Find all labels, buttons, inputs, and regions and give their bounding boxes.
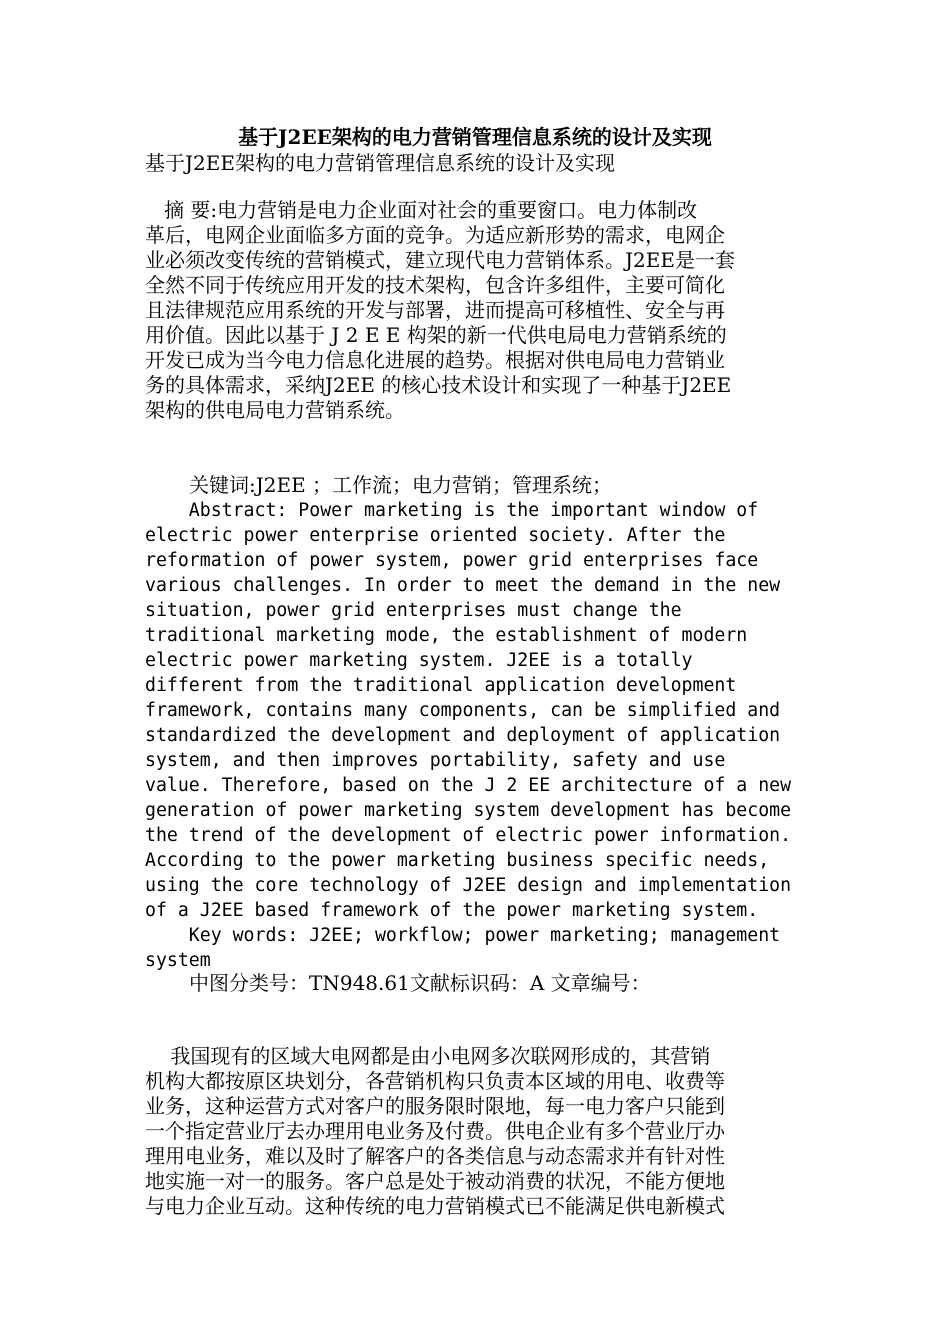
document-subtitle: 基于J2EE架构的电力营销管理信息系统的设计及实现 xyxy=(145,151,615,175)
abstract-en-line: system, and then improves portability, safety and use xyxy=(145,750,726,771)
body-line: 一个指定营业厅去办理用电业务及付费。供电企业有多个营业厅办 xyxy=(145,1119,725,1143)
abstract-en-line: According to the power marketing business specific needs, xyxy=(145,850,770,871)
abstract-cn-line: 革后，电网企业面临多方面的竞争。为适应新形势的需求，电网企 xyxy=(145,223,725,247)
abstract-en-line: generation of power marketing system development has become xyxy=(145,800,792,821)
abstract-en-line: situation, power grid enterprises must change the xyxy=(145,600,682,621)
keywords-cn: 关键词:J2EE ；工作流；电力营销；管理系统； xyxy=(189,473,613,497)
body-text xyxy=(145,1044,805,1219)
abstract-cn-line: 开发已成为当今电力信息化进展的趋势。根据对供电局电力营销业 xyxy=(145,348,725,372)
abstract-cn-line: 务的具体需求，采纳J2EE 的核心技术设计和实现了一种基于J2EE xyxy=(145,373,732,397)
abstract-en-line: value. Therefore, based on the J 2 EE architecture of a new xyxy=(145,775,792,796)
abstract-en-line: Abstract: Power marketing is the important window of xyxy=(145,500,759,521)
abstract-en xyxy=(145,498,810,973)
abstract-en-line: using the core technology of J2EE design and implementation xyxy=(145,875,792,896)
keywords-en-line: Key words: J2EE; workflow; power marketing; management xyxy=(145,925,781,946)
body-line: 与电力企业互动。这种传统的电力营销模式已不能满足供电新模式 xyxy=(145,1194,725,1218)
abstract-cn-line: 且法律规范应用系统的开发与部署，进而提高可移植性、安全与再 xyxy=(145,298,725,322)
abstract-cn xyxy=(145,198,805,423)
body-line: 我国现有的区域大电网都是由小电网多次联网形成的，其营销 xyxy=(145,1044,711,1068)
abstract-cn-line: 用价值。因此以基于 J 2 E E 构架的新一代供电局电力营销系统的 xyxy=(145,323,727,347)
abstract-cn-line: 全然不同于传统应用开发的技术架构，包含许多组件，主要可简化 xyxy=(145,273,725,297)
body-line: 地实施一对一的服务。客户总是处于被动消费的状况，不能方便地 xyxy=(145,1169,725,1193)
abstract-en-line: electric power enterprise oriented society. After the xyxy=(145,525,726,546)
abstract-en-line: the trend of the development of electric power information. xyxy=(145,825,792,846)
abstract-en-line: framework, contains many components, can be simplified and xyxy=(145,700,781,721)
body-line: 机构大都按原区块划分，各营销机构只负责本区域的用电、收费等 xyxy=(145,1069,725,1093)
keywords-en-line: system xyxy=(145,950,211,971)
body-line: 业务，这种运营方式对客户的服务限时限地，每一电力客户只能到 xyxy=(145,1094,725,1118)
body-line: 理用电业务，难以及时了解客户的各类信息与动态需求并有针对性 xyxy=(145,1144,725,1168)
abstract-cn-line: 摘 要:电力营销是电力企业面对社会的重要窗口。电力体制改 xyxy=(145,198,698,222)
abstract-en-line: of a J2EE based framework of the power marketing system. xyxy=(145,900,759,921)
abstract-en-line: reformation of power system, power grid enterprises face xyxy=(145,550,759,571)
abstract-en-line: different from the traditional application development xyxy=(145,675,737,696)
abstract-en-line: traditional marketing mode, the establishment of modern xyxy=(145,625,748,646)
abstract-en-line: standardized the development and deployment of application xyxy=(145,725,781,746)
document-title: 基于J2EE架构的电力营销管理信息系统的设计及实现 xyxy=(238,125,712,149)
abstract-cn-line: 架构的供电局电力营销系统。 xyxy=(145,398,405,422)
abstract-en-line: electric power marketing system. J2EE is a totally xyxy=(145,650,693,671)
classification-line: 中图分类号：TN948.61文献标识码：A 文章编号： xyxy=(189,971,651,995)
abstract-en-line: various challenges. In order to meet the demand in the new xyxy=(145,575,781,596)
abstract-cn-line: 业必须改变传统的营销模式，建立现代电力营销体系。J2EE是一套 xyxy=(145,248,735,272)
